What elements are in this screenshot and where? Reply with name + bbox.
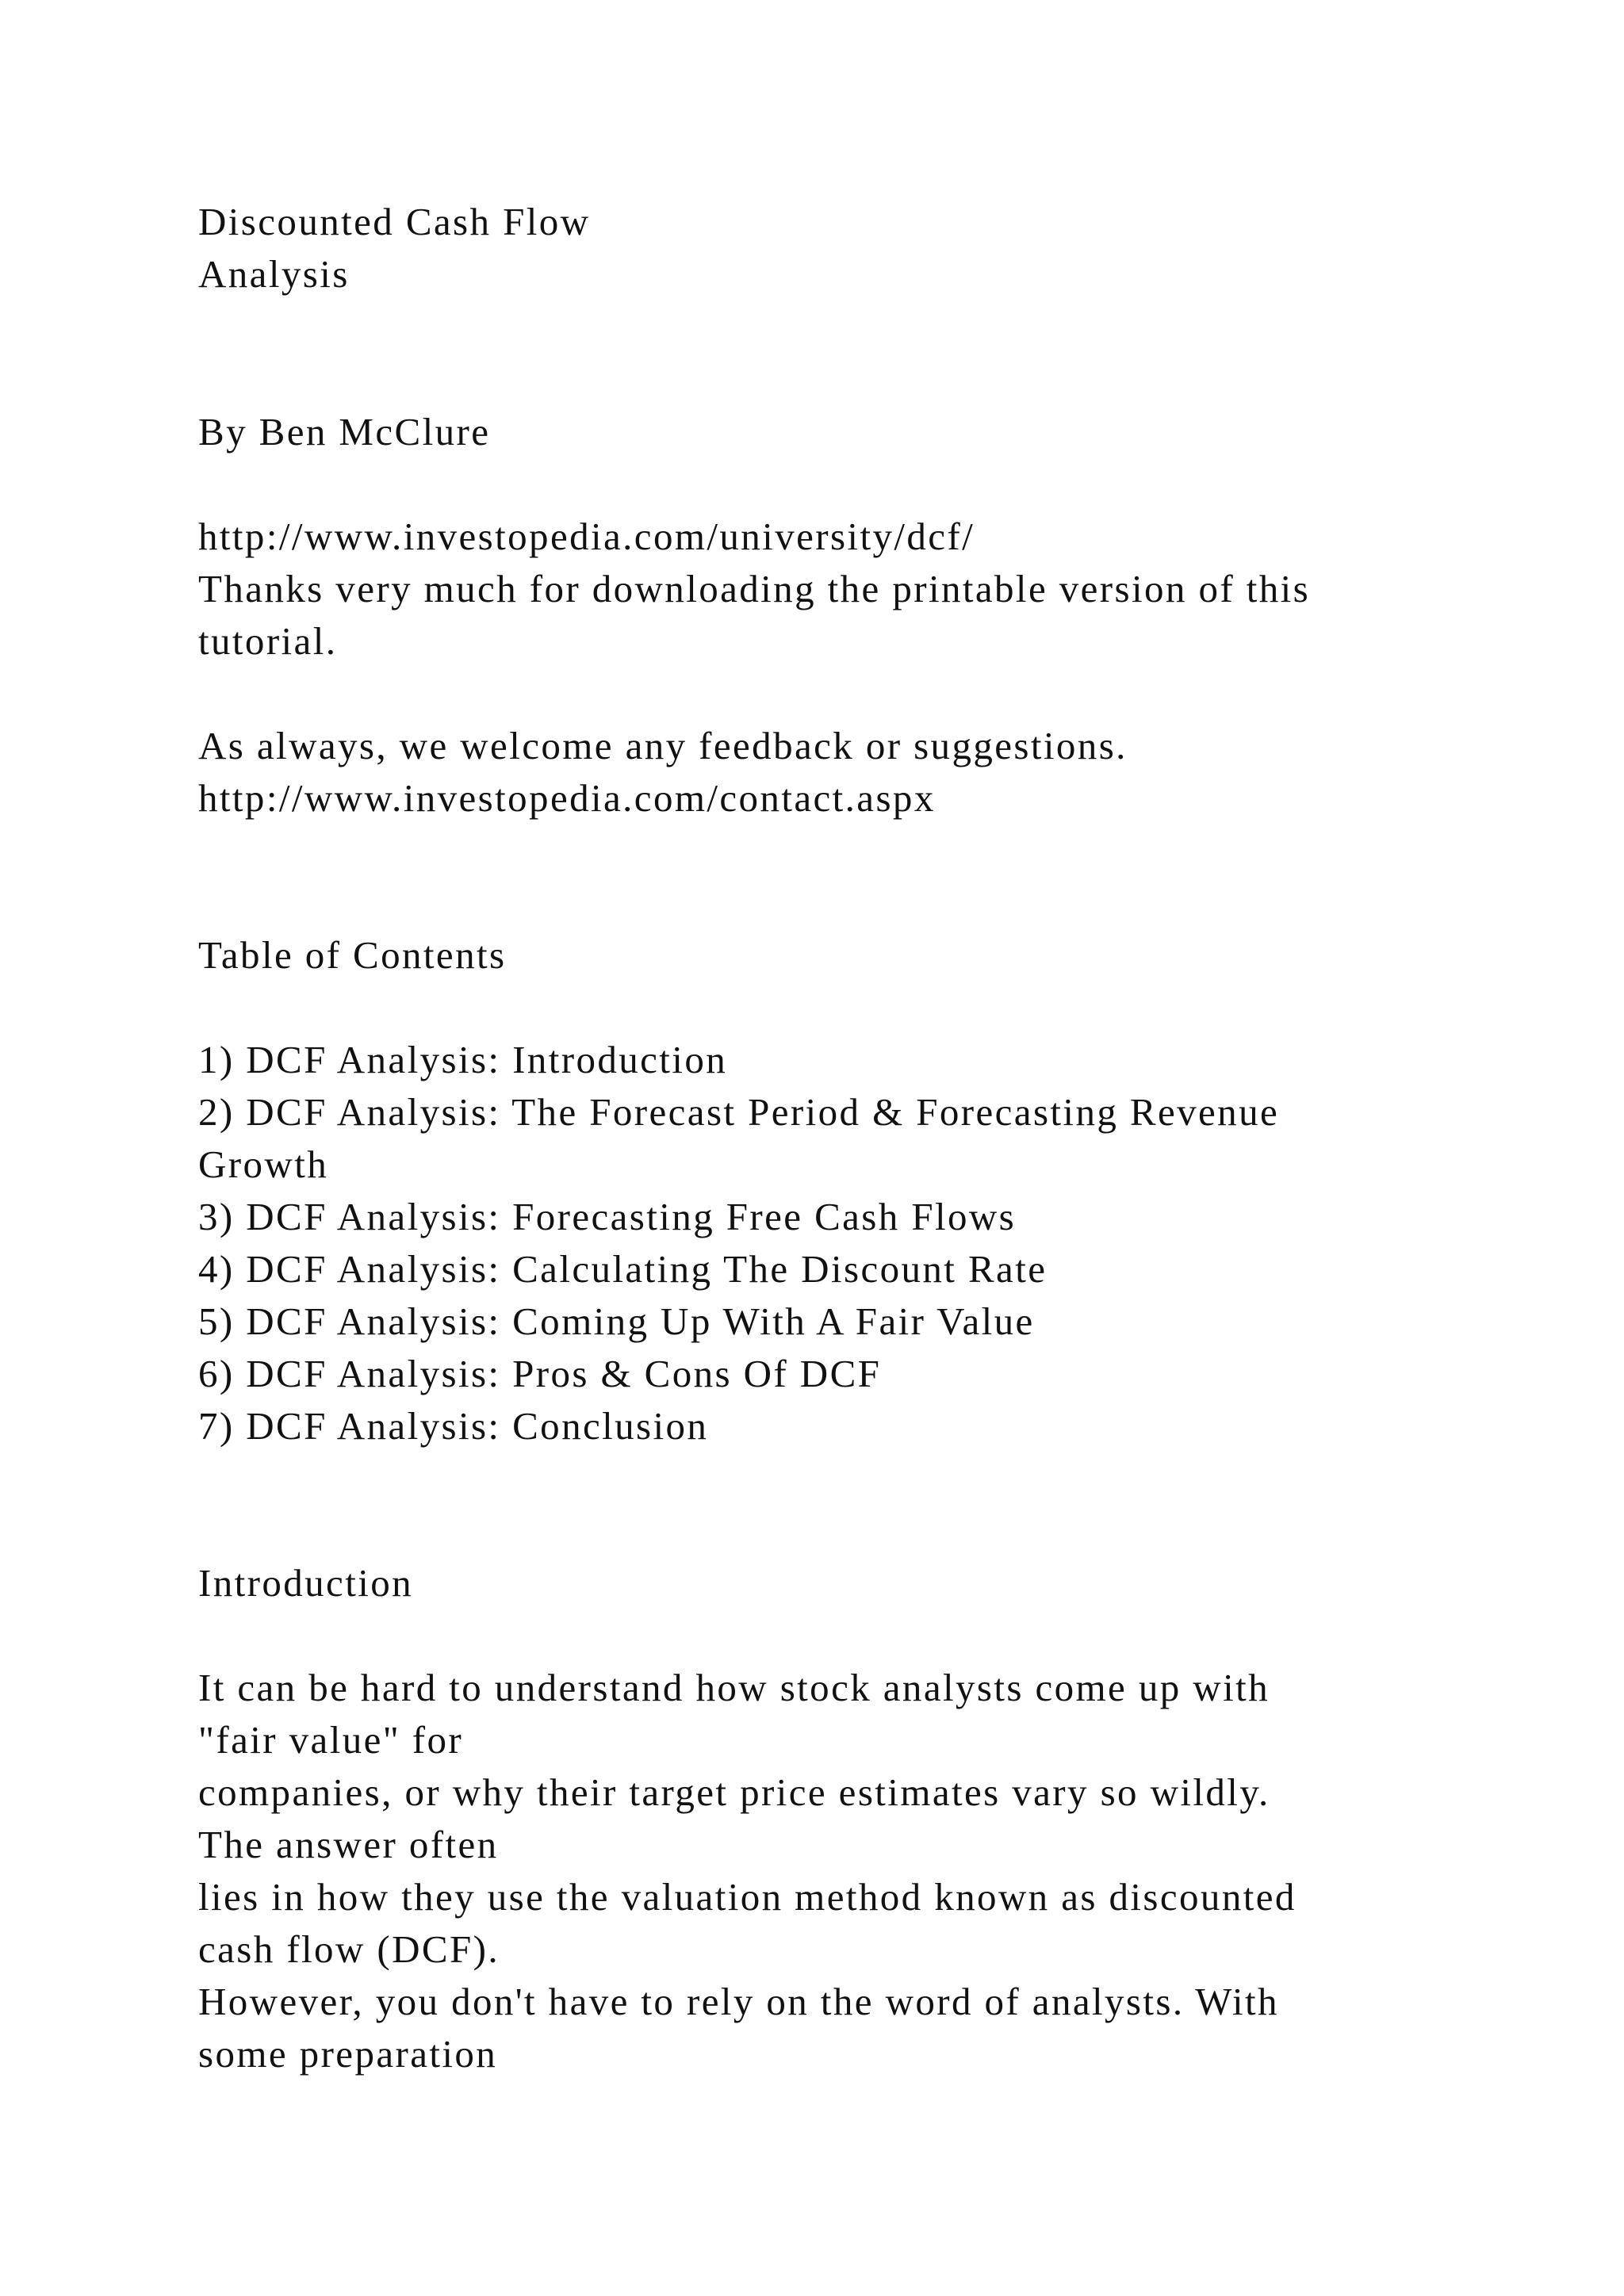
thanks-text-line-1: Thanks very much for downloading the printable version of this bbox=[198, 567, 1311, 610]
introduction-text-line: some preparation bbox=[198, 2032, 498, 2076]
introduction-text-line: "fair value" for bbox=[198, 1718, 464, 1762]
toc-item[interactable]: 3) DCF Analysis: Forecasting Free Cash Flows bbox=[198, 1195, 1017, 1238]
toc-item[interactable]: 2) DCF Analysis: The Forecast Period & Forecasting Revenue bbox=[198, 1090, 1280, 1134]
feedback-text: As always, we welcome any feedback or suggestions. bbox=[198, 724, 1128, 767]
introduction-text-line: cash flow (DCF). bbox=[198, 1927, 500, 1971]
source-url-link[interactable]: http://www.investopedia.com/university/dcf/ bbox=[198, 515, 975, 558]
author-byline: By Ben McClure bbox=[198, 410, 491, 453]
thanks-text-line-2: tutorial. bbox=[198, 619, 338, 663]
document-title-line-2: Analysis bbox=[198, 252, 350, 296]
introduction-text-line: However, you don't have to rely on the word of analysts. With bbox=[198, 1980, 1279, 2023]
toc-heading: Table of Contents bbox=[198, 933, 507, 977]
contact-url-link[interactable]: http://www.investopedia.com/contact.aspx bbox=[198, 776, 936, 820]
introduction-text-line: companies, or why their target price estimates vary so wildly. bbox=[198, 1770, 1270, 1814]
toc-item-continuation[interactable]: Growth bbox=[198, 1142, 329, 1186]
toc-item[interactable]: 6) DCF Analysis: Pros & Cons Of DCF bbox=[198, 1352, 882, 1395]
toc-item[interactable]: 5) DCF Analysis: Coming Up With A Fair Value bbox=[198, 1299, 1035, 1343]
introduction-text-line: lies in how they use the valuation method known as discounted bbox=[198, 1875, 1297, 1919]
toc-item[interactable]: 1) DCF Analysis: Introduction bbox=[198, 1038, 728, 1081]
toc-item[interactable]: 4) DCF Analysis: Calculating The Discount Rate bbox=[198, 1247, 1048, 1291]
toc-item[interactable]: 7) DCF Analysis: Conclusion bbox=[198, 1404, 709, 1448]
introduction-heading: Introduction bbox=[198, 1561, 414, 1605]
introduction-text-line: It can be hard to understand how stock analysts come up with bbox=[198, 1666, 1270, 1709]
document-title-line-1: Discounted Cash Flow bbox=[198, 200, 591, 243]
introduction-text-line: The answer often bbox=[198, 1823, 499, 1866]
